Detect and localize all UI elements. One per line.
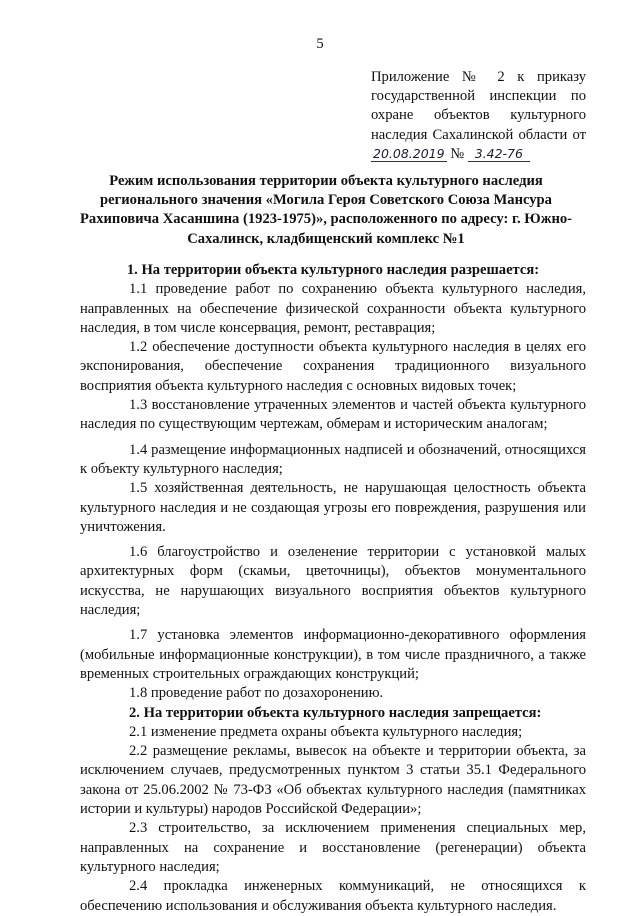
clause-2-2: 2.2 размещение рекламы, вывесок на объекте и территории объекта, за исключением случаев, предусмотренных пунктом 3 статьи 35.1 Федерального закона от 25.06.2002 № 73-ФЗ «Об объектах культурного наследия (памятниках истории и культуры) народов Российской Федерации»; xyxy=(80,743,586,818)
annex-number-prefix: № xyxy=(450,145,465,162)
annex-text: Приложение № 2 к приказу государственной инспекции по охране объектов культурного наследия Сахалинской области xyxy=(371,69,586,143)
page-number: 5 xyxy=(316,36,324,52)
clause-2-4: 2.4 прокладка инженерных коммуникаций, не относящихся к обеспечению использования и обслуживания объекта культурного наследия. xyxy=(80,878,586,914)
annex-date-prefix: от xyxy=(572,126,586,143)
clause-1-4: 1.4 размещение информационных надписей и обозначений, относящихся к объекту культурного наследия; xyxy=(80,441,586,477)
document-body xyxy=(80,261,586,916)
clause-1-6: 1.6 благоустройство и озеленение территории с установкой малых архитектурных форм (скамьи, цветочницы), объектов монументального искусства, не нарушающих визуального восприятия объектов культурного наследия; xyxy=(80,544,586,619)
annex-number-handwritten: 3.42-76 xyxy=(468,147,530,162)
annex-header xyxy=(371,68,586,164)
clause-1-2: 1.2 обеспечение доступности объекта культурного наследия в целях его экспонирования, обеспечение сохранения традиционного визуального восприятия объекта культурного наследия с основных видовых точек; xyxy=(80,339,586,394)
clause-1-8: 1.8 проведение работ по дозахоронению. xyxy=(129,685,384,702)
clause-1-3: 1.3 восстановление утраченных элементов и частей объекта культурного наследия по существующим чертежам, обмерам и историческим аналогам; xyxy=(80,397,586,433)
section-1-heading: 1. На территории объекта культурного наследия разрешается: xyxy=(126,262,540,278)
clause-1-5: 1.5 хозяйственная деятельность, не нарушающая целостность объекта культурного наследия и не создающая угрозы его повреждения, разрушения или уничтожения. xyxy=(80,480,586,535)
annex-date-handwritten: 20.08.2019 xyxy=(373,145,445,161)
clause-2-3: 2.3 строительство, за исключением применения специальных мер, направленных на сохранение и восстановление (регенерации) объекта культурного наследия; xyxy=(80,820,586,875)
clause-1-1: 1.1 проведение работ по сохранению объекта культурного наследия, направленных на обеспечение физической сохранности объекта культурного наследия, в том числе консервация, ремонт, реставрация; xyxy=(80,281,586,336)
section-2-heading: 2. На территории объекта культурного наследия запрещается: xyxy=(129,704,542,721)
clause-1-7: 1.7 установка элементов информационно-декоративного оформления (мобильные информационные конструкции), в том числе праздничного, а также временных строительных ограждающих конструкций; xyxy=(80,627,586,682)
clause-2-1: 2.1 изменение предмета охраны объекта культурного наследия; xyxy=(129,723,523,740)
document-title: Режим использования территории объекта культурного наследия регионального значения «Могила Героя Советского Союза Мансура Рахиповича Хасаншина (1923-1975)», расположенного по адресу: г. Южно-Сахалинск, кладбищенский комплекс №1 xyxy=(80,173,573,247)
